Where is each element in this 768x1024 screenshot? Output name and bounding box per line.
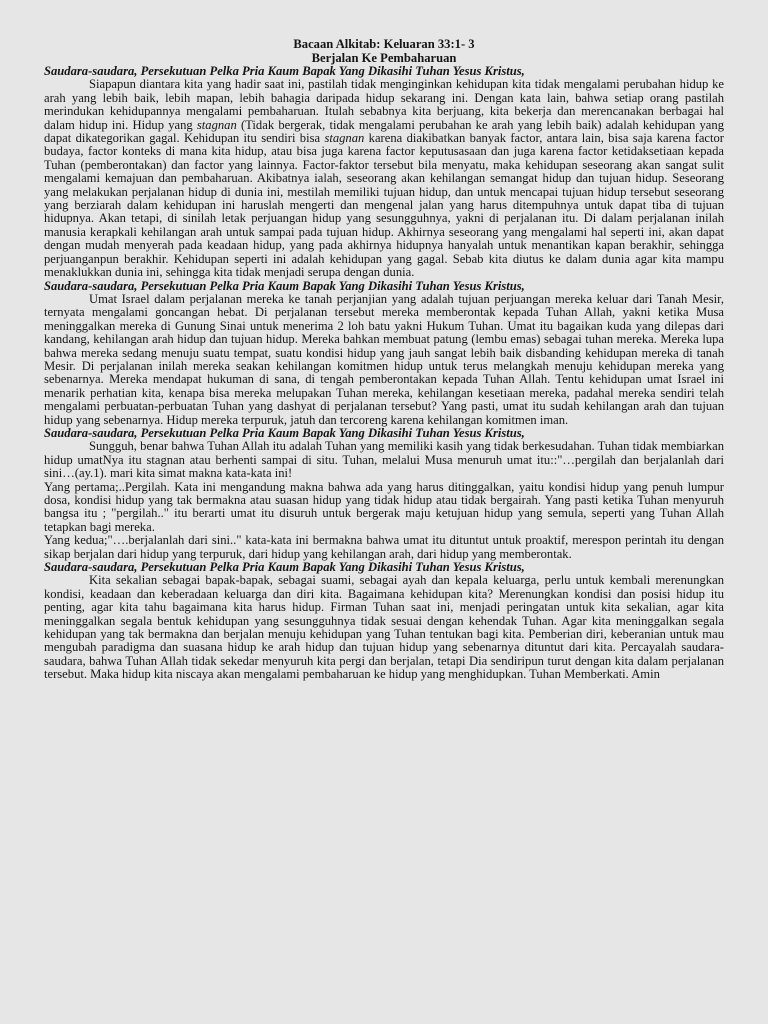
- paragraph: Kita sekalian sebagai bapak-bapak, sebagai suami, sebagai ayah dan kepala keluarga, perlu untuk kembali merenungkan kondisi, keadaan dan keberadaan keluarga dan diri kita. Bagaimana kehidupan kita? Merenungkan kondisi dan posisi hidup itu penting, agar kita tahu bagaimana kita harus hidup. Firman Tuhan saat ini, menjadi peringatan untuk kita sekalian, agar kita meninggalkan segala bentuk kehidupan yang sesungguhnya tidak sesuai dengan kehendak Tuhan. Agar kita meninggalkan segala kehidupan yang tak bermakna dan berjalan menuju kehidupan yang Tuhan tentukan bagi kita. Pemberian diri, keberanian untuk mau mengubah paradigma dan suasana hidup ke arah hidup dan tujuan hidup yang sebenarnya dituntut dari kita. Percayalah saudara-saudara, bahwa Tuhan Allah tidak sekedar menyuruh kita pergi dan berjalan, tetapi Dia sendiripun turut dengan kita dalam perjalanan tersebut. Maka hidup kita niscaya akan mengalami pembaharuan ke hidup yang menghidupkan. Tuhan Memberkati. Amin: [44, 573, 724, 682]
- salutation-heading: Saudara-saudara, Persekutuan Pelka Pria Kaum Bapak Yang Dikasihi Tuhan Yesus Kristus,: [44, 560, 525, 575]
- paragraph-text: karena diakibatkan banyak factor, antara lain, bisa saja karena factor budaya, factor konteks di mana kita hidup, atau bisa juga karena factor keputusasaan dan juga karena factor ketidaksetiaan kepada Tuhan (pemberontakan) dan factor yang lainnya. Factor-faktor tersebut bila menyatu, maka kehidupan seseorang akan sangat sulit mengalami kemajuan dan pembaharuan. Akibatnya ialah, seseorang akan kehilangan semangat hidup dan tujuan hidup. Seseorang yang melakukan perjalanan hidup di dunia ini, mestilah memiliki tujuan hidup, dan untuk mencapai tujuan hidup tersebut seseorang yang berziarah dalam kehidupan ini haruslah mengerti dan mengenal jalan yang harus ditempuhnya untuk dapat tiba di tujuan hidupnya. Akan tetapi, di sinilah letak perjuangan hidup yang sesungguhnya, yakni di perjalanan itu. Di dalam perjalanan inilah manusia kerapkali kehilangan arah untuk sampai pada tujuan hidup. Akhirnya seseorang yang mengalami hal seperti ini, akan dapat dengan mudah menyerah pada keadaan hidup, yang pada akhirnya hidupnya hanyalah untuk menantikan kapan berakhir, sehingga perjuanganpun berakhir. Kehidupan seperti ini adalah kehidupan yang gagal. Sebab kita diutus ke dalam dunia agar kita mampu menaklukkan dunia ini, sehingga kita tidak menjadi serupa dengan dunia.: [44, 131, 724, 280]
- paragraph: [44, 78, 724, 279]
- paragraph: Umat Israel dalam perjalanan mereka ke tanah perjanjian yang adalah tujuan perjuangan mereka keluar dari Tanah Mesir, ternyata mengalami goncangan hebat. Di perjalanan tersebut mereka memberontak kepada Tuhan Allah, yakni ketika Musa meninggalkan mereka di Gunung Sinai untuk menerima 2 loh batu yakni Hukum Tuhan. Umat itu bagaikan kuda yang dilepas dari kandang, kehilangan arah hidup dan tujuan hidup. Mereka bahkan membuat patung (lembu emas) sebagai tuhan mereka. Mereka lupa bahwa mereka sedang menuju suatu tempat, suatu kondisi hidup yang jauh sangat lebih baik disbanding kehidupan mereka di tanah Mesir. Di perjalanan inilah mereka seakan kehilangan komitmen hidup untuk terus melangkah menuju kehidupan mereka yang sebenarnya. Mereka mendapat hukuman di sana, di tengah pemberontakan kepada Tuhan Allah. Tentu kehidupan umat Israel ini menarik perhatian kita, kenapa bisa mereka melupakan Tuhan mereka, kehilangan kesetiaan mereka, padahal mereka sendiri telah mengalami perbuatan-perbuatan Tuhan yang dashyat di perjalanan tersebut? Yang pasti, umat itu sudah kehilangan arah dan tujuan hidup yang sebenarnya. Hidup mereka terpuruk, jatuh dan tercoreng karena kehilangan komitmen iman.: [44, 291, 724, 427]
- salutation-heading: Saudara-saudara, Persekutuan Pelka Pria Kaum Bapak Yang Dikasihi Tuhan Yesus Kristus,: [44, 64, 525, 78]
- paragraph-text: Siapapun diantara kita yang hadir saat ini, pastilah tidak menginginkan kehidupan kita tidak mengalami perubahan hidup ke arah yang lebih baik, lebih mapan, lebih bahagia daripada hidup sekarang ini. Dengan kata lain, bahwa setiap orang pastilah merindukan kehidupannya mengalami pembaharuan. Itulah sebabnya kita berjuang, kita bekerja dan merencanakan berbagai hal dalam hidup ini. Hidup yang: [44, 77, 724, 132]
- document-subtitle: Berjalan Ke Pembaharuan: [311, 51, 457, 65]
- salutation-heading: Saudara-saudara, Persekutuan Pelka Pria Kaum Bapak Yang Dikasihi Tuhan Yesus Kristus,: [44, 425, 525, 440]
- paragraph-text: (Tidak bergerak, tidak mengalami perubahan ke arah yang lebih baik) adalah kehidupan yang dapat dikategorikan gagal. Kehidupan itu sendiri bisa: [44, 117, 724, 146]
- paragraph: Sungguh, benar bahwa Tuhan Allah itu adalah Tuhan yang memiliki kasih yang tidak berkesudahan. Tuhan tidak membiarkan hidup umatNya itu stagnan atau berhenti sampai di situ. Tuhan, melalui Musa menuruh umat itu::"…pergilah dan berjalanlah dari sini…(ay.1). mari kita simat makna kata-kata ini!: [44, 439, 724, 481]
- paragraph-emphasis: stagnan: [324, 131, 365, 146]
- paragraph: Yang kedua;"….berjalanlah dari sini.." kata-kata ini bermakna bahwa umat itu dituntut untuk proaktif, merespon perintah itu dengan sikap berjalan dari hidup yang terpuruk, dari hidup yang kehilangan arah, dari hidup yang memberontak.: [44, 533, 724, 561]
- paragraph-emphasis: stagnan: [196, 117, 237, 132]
- document-title: Bacaan Alkitab: Keluaran 33:1- 3: [293, 37, 475, 51]
- salutation-heading: Saudara-saudara, Persekutuan Pelka Pria Kaum Bapak Yang Dikasihi Tuhan Yesus Kristus,: [44, 278, 525, 293]
- paragraph: Yang pertama;..Pergilah. Kata ini mengandung makna bahwa ada yang harus ditinggalkan, yaitu kondisi hidup yang penuh lumpur dosa, kondisi hidup yang tak bermakna atau suasan hidup yang tidak hidup atau tidak bergairah. Yang pasti ketika Tuhan menyuruh bangsa itu ; "pergilah.." itu berarti umat itu disuruh untuk bergerak maju ketujuan hidup yang semula, seperti yang Tuhan Allah tetapkan bagi mereka.: [44, 479, 724, 534]
